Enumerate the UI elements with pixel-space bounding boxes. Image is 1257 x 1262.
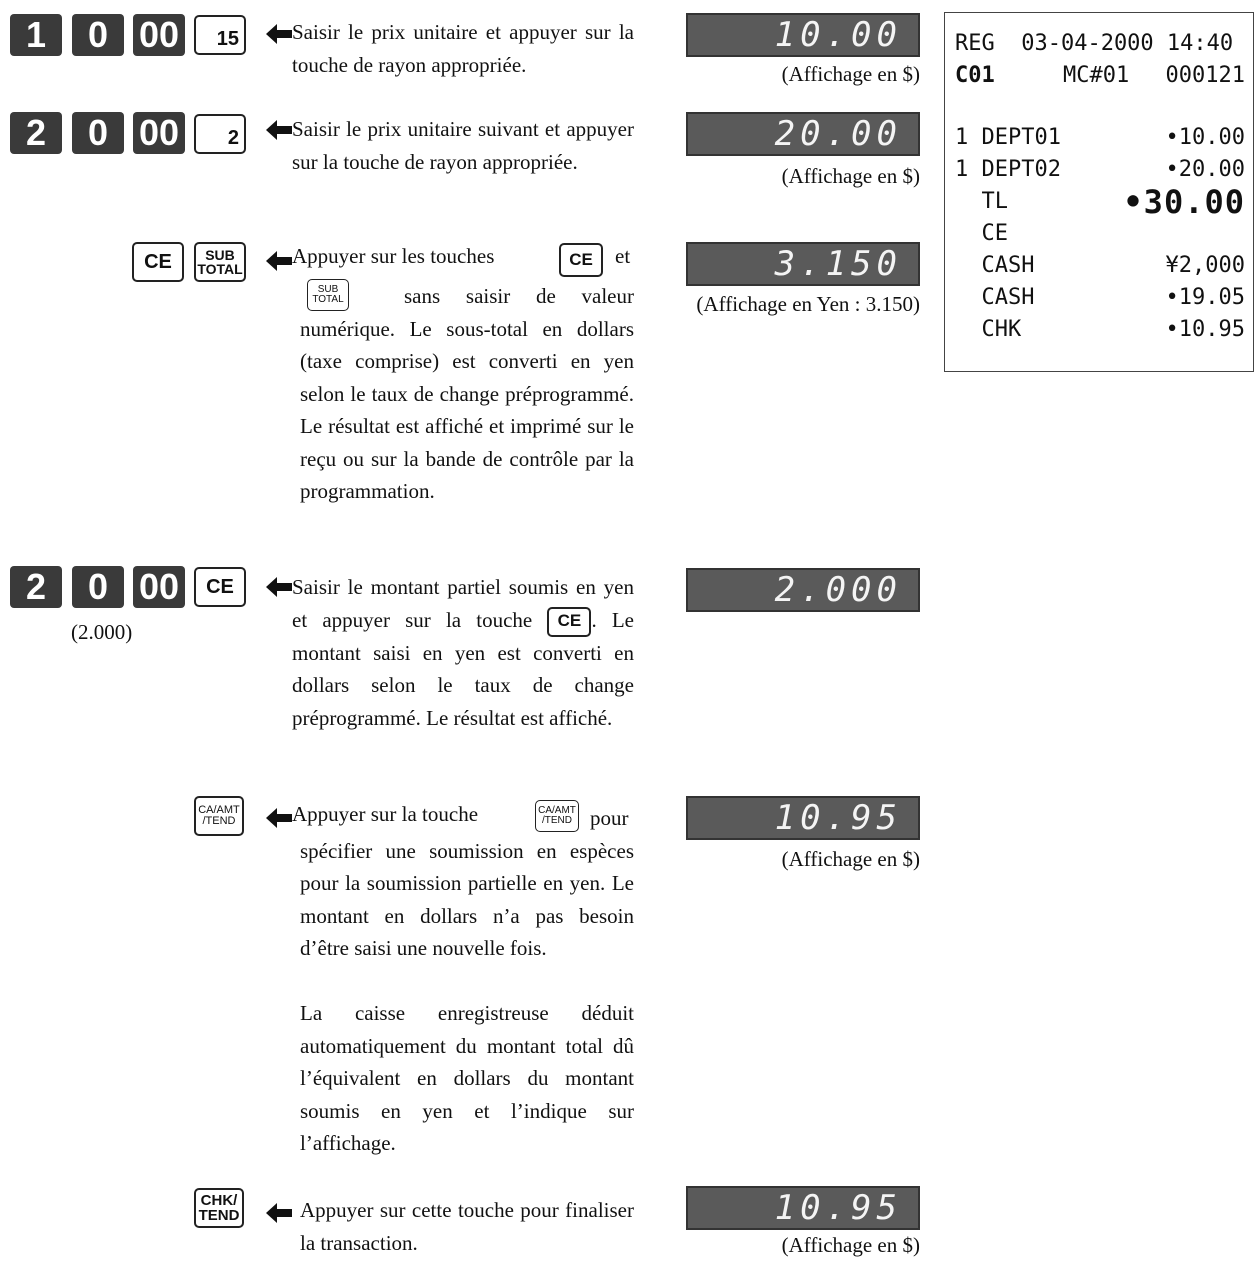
receipt-line-value: ¥2,000 <box>1165 253 1245 278</box>
receipt <box>944 12 1254 372</box>
receipt-header: REG 03-04-2000 14:40 <box>955 31 1234 56</box>
receipt-line-value: •10.95 <box>1165 317 1245 342</box>
instruction-step-5-a: Appuyer sur la touche <box>292 802 479 826</box>
key-ce[interactable]: CE <box>194 567 246 607</box>
display-step-1: 10.00 <box>686 13 920 57</box>
key-ce-inline: CE <box>547 607 591 637</box>
instruction-step-3-c: sans saisir de valeur numérique. Le sous-total en dollars (taxe comprise) est converti en yen selon le taux de change préprogrammé. Le résultat est affiché et imprimé sur le reçu ou sur la bande de contrôle par la programmation. <box>300 284 634 503</box>
caption-step-6: (Affichage en $) <box>781 1233 920 1257</box>
receipt-line-value: •19.05 <box>1165 285 1245 310</box>
display-step-4: 2.000 <box>686 568 920 612</box>
key-2[interactable]: 2 <box>10 566 62 608</box>
key-chk-line-2: TEND <box>198 1207 240 1224</box>
key-chk-tend[interactable] <box>194 1188 244 1228</box>
arrow-left-icon <box>266 120 292 140</box>
receipt-line-label: CHK <box>955 317 1022 342</box>
key-ca-amt-line-2: /TEND <box>542 815 572 826</box>
receipt-line-label: CASH <box>955 285 1035 310</box>
receipt-machine: MC#01 <box>1063 63 1130 88</box>
key-subtotal-line-2: TOTAL <box>312 294 344 305</box>
receipt-line-value: •10.00 <box>1165 125 1245 150</box>
instruction-step-3-a: Appuyer sur les touches <box>292 244 495 268</box>
arrow-left-icon <box>266 24 292 44</box>
display-step-2: 20.00 <box>686 112 920 156</box>
receipt-number: 000121 <box>1165 63 1245 88</box>
key-ce-inline: CE <box>559 243 603 277</box>
receipt-line-label: CE <box>955 221 1008 246</box>
key-subtotal-line-2: TOTAL <box>197 261 243 277</box>
key-dept-2[interactable]: 2 <box>194 114 246 154</box>
instruction-step-4 <box>292 571 634 734</box>
key-subtotal[interactable] <box>194 242 246 282</box>
arrow-left-icon <box>266 577 292 597</box>
instruction-step-1: Saisir le prix unitaire et appuyer sur la touche de rayon appropriée. <box>292 20 634 77</box>
arrow-left-icon <box>266 1203 292 1223</box>
receipt-line-value: •20.00 <box>1165 157 1245 182</box>
key-ce[interactable]: CE <box>132 242 184 282</box>
key-dept-15[interactable]: 15 <box>194 15 246 55</box>
key-ca-amt-line-1: CA/AMT <box>198 804 240 816</box>
instruction-step-4-b: . Le montant saisi en yen est converti en dollars selon le taux de change préprogrammé. Le résultat est affiché. <box>292 607 635 730</box>
receipt-total-value: •30.00 <box>1123 183 1245 221</box>
receipt-line-label: 1 DEPT02 <box>955 157 1061 182</box>
caption-step-1: (Affichage en $) <box>781 62 920 86</box>
key-2[interactable]: 2 <box>10 112 62 154</box>
receipt-clerk: C01 <box>955 63 995 88</box>
receipt-line-label: CASH <box>955 253 1035 278</box>
receipt-total-label: TL <box>955 189 1008 214</box>
instruction-step-6: Appuyer sur cette touche pour finaliser la transaction. <box>300 1198 634 1255</box>
key-00[interactable]: 00 <box>133 112 185 154</box>
key-subtotal-line-1: SUB <box>205 247 235 263</box>
key-0[interactable]: 0 <box>72 566 124 608</box>
instruction-step-4-a: Saisir le montant partiel soumis en yen et appuyer sur la touche <box>292 575 634 632</box>
key-ca-amt-line-1: CA/AMT <box>538 805 576 816</box>
caption-step-2: (Affichage en $) <box>781 164 920 188</box>
amount-sub-label: (2.000) <box>71 620 133 644</box>
key-subtotal-line-1: SUB <box>317 284 339 295</box>
key-chk-line-1: CHK/ <box>200 1192 238 1209</box>
caption-step-3: (Affichage en Yen : 3.150) <box>696 292 920 316</box>
arrow-left-icon <box>266 808 292 828</box>
key-00[interactable]: 00 <box>133 14 185 56</box>
arrow-left-icon <box>266 251 292 271</box>
key-0[interactable]: 0 <box>72 112 124 154</box>
key-ca-amt-line-2: /TEND <box>202 815 236 827</box>
key-ca-amt-tend[interactable] <box>194 796 244 836</box>
key-0[interactable]: 0 <box>72 14 124 56</box>
display-step-3: 3.150 <box>686 242 920 286</box>
display-step-6: 10.95 <box>686 1186 920 1230</box>
instruction-step-3-b: et <box>615 244 631 268</box>
instruction-step-5-c: La caisse enregistreuse déduit automatiquement du montant total dû l’équivalent en dollars du montant soumis en yen et l’indique sur l’affichage. <box>300 1001 634 1155</box>
instruction-step-5-b: pour spécifier une soumission en espèces pour la soumission partielle en yen. Le montant en dollars n’a pas besoin d’être saisi une nouvelle fois. <box>300 806 634 960</box>
display-step-5: 10.95 <box>686 796 920 840</box>
key-00[interactable]: 00 <box>133 566 185 608</box>
key-1[interactable]: 1 <box>10 14 62 56</box>
caption-step-5: (Affichage en $) <box>781 847 920 871</box>
receipt-line-label: 1 DEPT01 <box>955 125 1061 150</box>
instruction-step-2: Saisir le prix unitaire suivant et appuyer sur la touche de rayon appropriée. <box>292 117 634 174</box>
